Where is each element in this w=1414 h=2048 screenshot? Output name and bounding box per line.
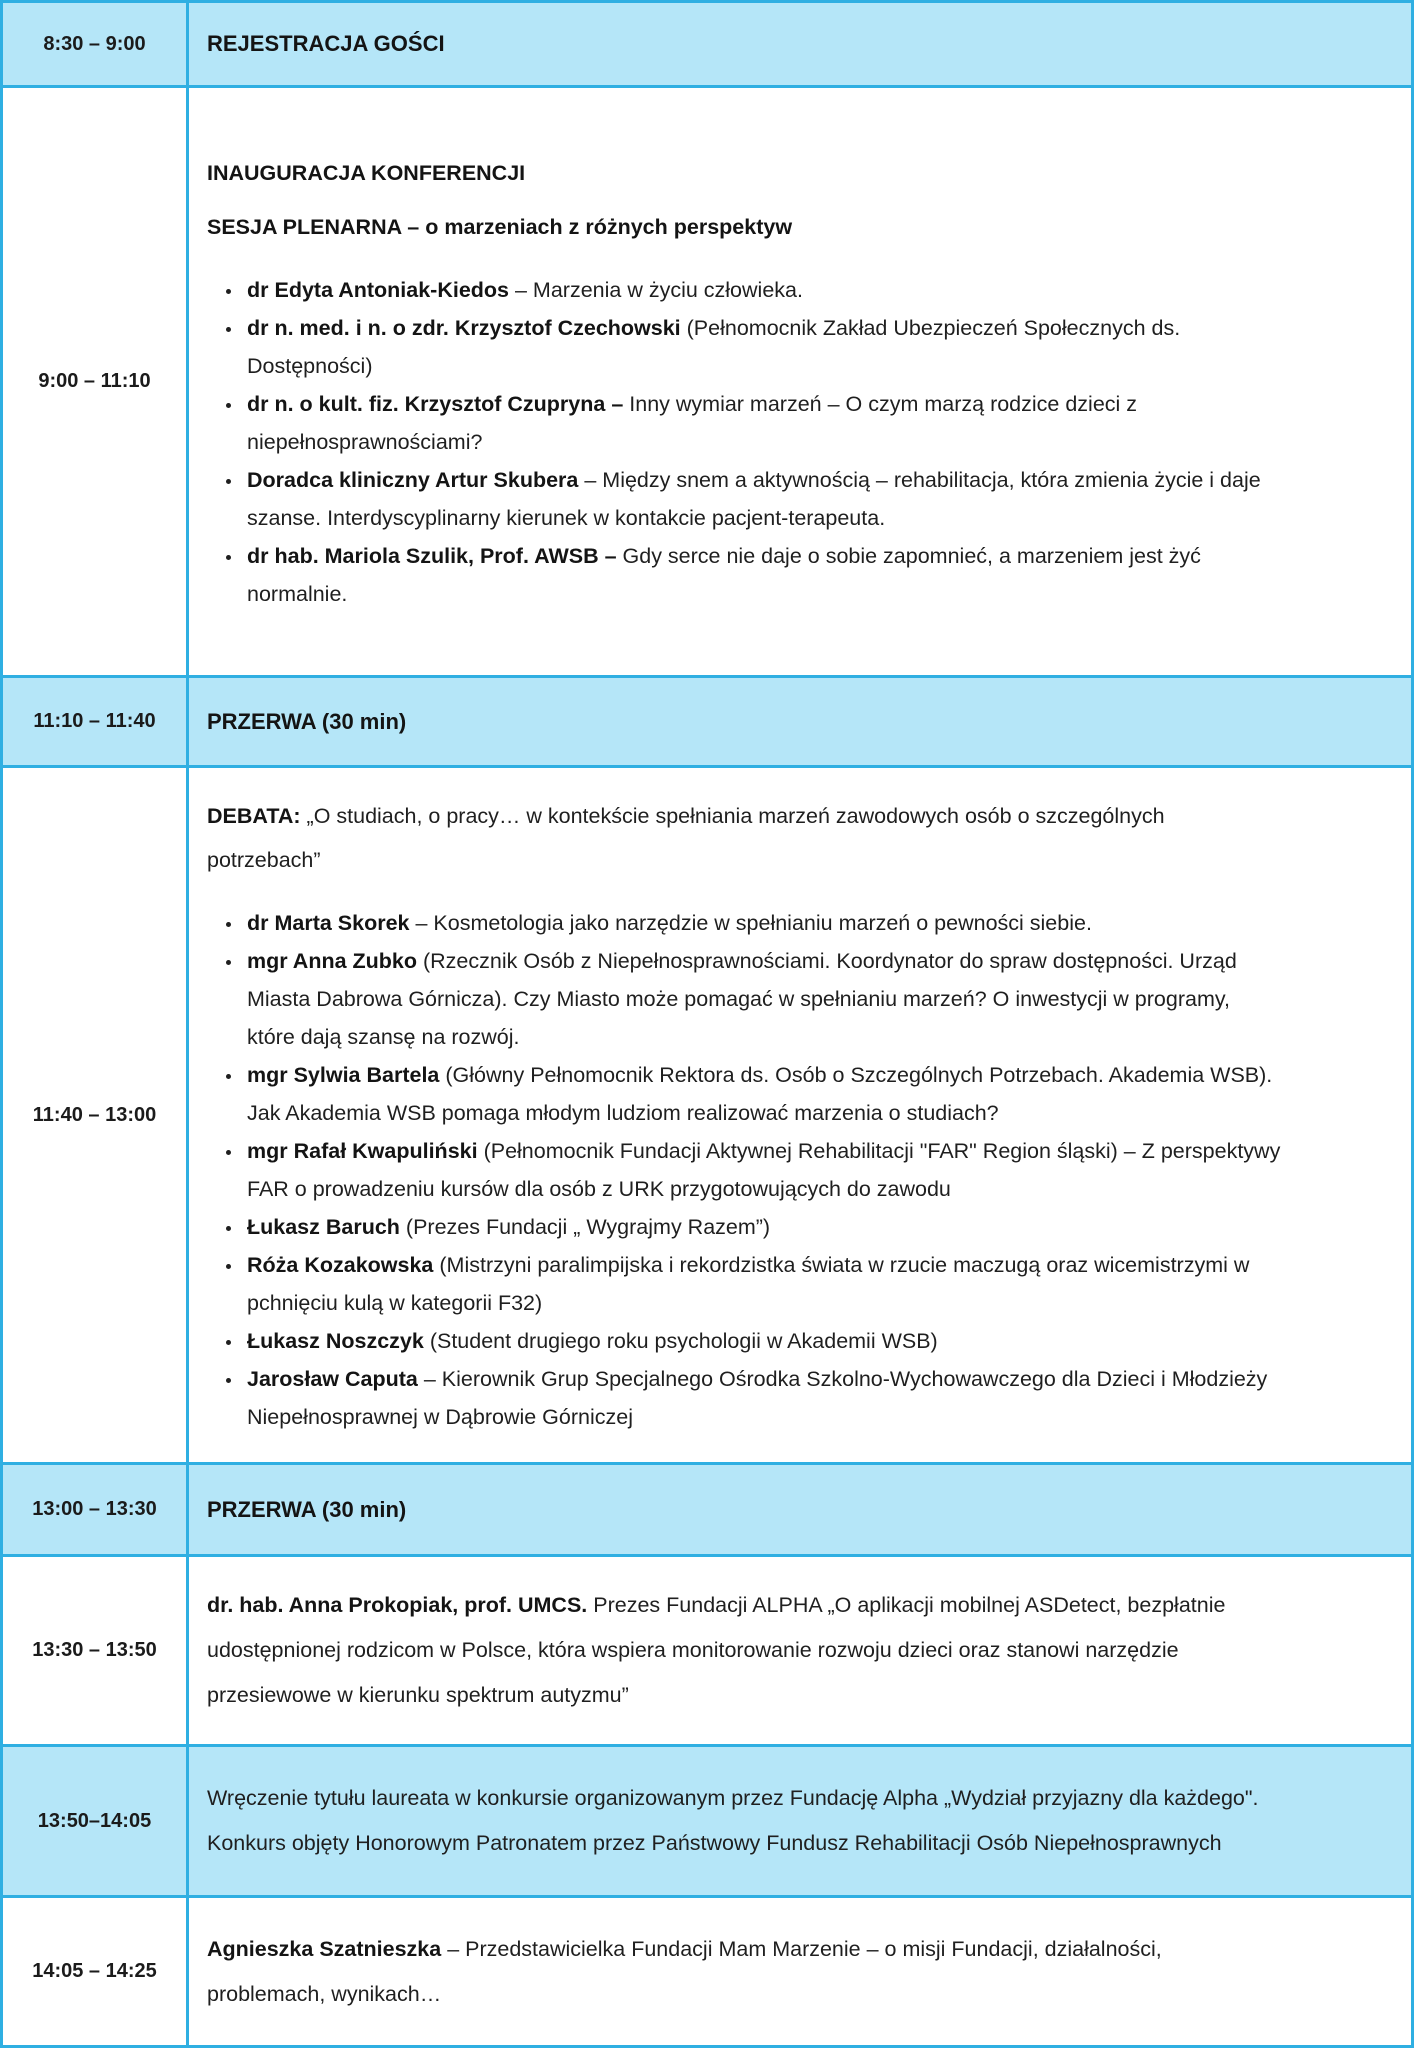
speaker-item: [243, 385, 1283, 461]
session-text: (Pełnomocnik Zakład Ubezpieczeń Społecznych ds. Dostępności): [247, 315, 1181, 378]
session-text: – Przedstawicielka Fundacji Mam Marzenie – o misji Fundacji, działalności, problemach, wynikach…: [207, 1936, 1162, 2006]
session-text: „O studiach, o pracy… w kontekście spełniania marzeń zawodowych osób o szczególnych potrzebach”: [207, 804, 1165, 872]
session-paragraph: [207, 794, 1283, 882]
time-label: 11:40 – 13:00: [32, 1103, 157, 1126]
schedule-row: [3, 1462, 1411, 1554]
time-cell: [3, 1747, 189, 1895]
time-cell: [3, 768, 189, 1462]
session-text: Inny wymiar marzeń – O czym marzą rodzice dzieci z niepełnosprawnościami?: [247, 391, 1138, 454]
speaker-name: SESJA PLENARNA – o marzeniach z różnych perspektyw: [207, 214, 793, 239]
session-text: (Student drugiego roku psychologii w Akademii WSB): [423, 1329, 938, 1353]
speaker-name: REJESTRACJA GOŚCI: [207, 31, 445, 56]
speaker-name: dr n. med. i n. o zdr. Krzysztof Czechowski: [247, 315, 681, 340]
session-text: (Pełnomocnik Fundacji Aktywnej Rehabilitacji "FAR" Region śląski) – Z perspektywy FAR o prowadzeniu kursów dla osób z URK przygotowujących do zawodu: [247, 1139, 1281, 1201]
session-text: (Mistrzyni paralimpijska i rekordzistka świata w rzucie maczugą oraz wicemistrzymi w pchnięciu kulą w kategorii F32): [247, 1253, 1250, 1315]
speaker-item: [243, 1246, 1283, 1322]
speaker-name: Jarosław Caputa: [247, 1367, 418, 1391]
content-cell: [189, 768, 1411, 1462]
schedule-row: [3, 1554, 1411, 1744]
speaker-name: dr hab. Mariola Szulik, Prof. AWSB –: [247, 543, 617, 568]
speaker-item: [243, 1132, 1283, 1208]
speaker-name: Łukasz Baruch: [247, 1215, 400, 1239]
speaker-item: [243, 1322, 1283, 1360]
time-cell: [3, 88, 189, 675]
session-text: – Między snem a aktywnością – rehabilitacja, która zmienia życie i daje szanse. Interdyscyplinarny kierunek w kontakcie pacjent-terapeuta.: [247, 467, 1261, 530]
speaker-item: [243, 1360, 1283, 1436]
speaker-name: PRZERWA (30 min): [207, 1496, 407, 1522]
speaker-item: [243, 904, 1283, 942]
speaker-item: [243, 461, 1283, 537]
speaker-name: mgr Rafał Kwapuliński: [247, 1139, 478, 1163]
speaker-item: [243, 1056, 1283, 1132]
session-paragraph: [207, 1495, 1283, 1525]
schedule-row: [3, 1895, 1411, 2045]
content-cell: [189, 1747, 1411, 1895]
session-text: – Kierownik Grup Specjalnego Ośrodka Szkolno-Wychowawczego dla Dzieci i Młodzieży Niepełnosprawnej w Dąbrowie Górniczej: [247, 1367, 1268, 1429]
speaker-item: [243, 1208, 1283, 1246]
speaker-name: DEBATA:: [207, 804, 301, 828]
session-paragraph: [207, 151, 1283, 195]
time-label: 14:05 – 14:25: [32, 1960, 157, 1982]
time-label: 11:10 – 11:40: [33, 710, 156, 732]
speaker-list: [207, 904, 1283, 1436]
speaker-list: [207, 271, 1283, 613]
speaker-name: dr Edyta Antoniak-Kiedos: [247, 277, 510, 302]
content-cell: [189, 1557, 1411, 1744]
time-cell: [3, 3, 189, 85]
session-text: (Prezes Fundacji „ Wygrajmy Razem”): [399, 1215, 771, 1239]
schedule-row: [3, 3, 1411, 85]
session-text: – Marzenia w życiu człowieka.: [509, 277, 803, 302]
speaker-item: [243, 942, 1283, 1056]
session-paragraph: [207, 1776, 1283, 1866]
speaker-name: dr n. o kult. fiz. Krzysztof Czupryna –: [247, 391, 624, 416]
time-label: 13:50–14:05: [37, 1809, 152, 1832]
speaker-name: Doradca kliniczny Artur Skubera: [247, 467, 579, 492]
speaker-name: mgr Anna Zubko: [247, 949, 418, 973]
time-cell: [3, 1898, 189, 2045]
session-paragraph: [207, 1583, 1283, 1718]
content-cell: [189, 88, 1411, 675]
session-text: (Rzecznik Osób z Niepełnosprawnościami. Koordynator do spraw dostępności. Urząd Miasta Dabrowa Górnicza). Czy Miasto może pomagać w spełnianiu marzeń? O inwestycji w programy, które dają szansę na rozwój.: [247, 949, 1237, 1049]
speaker-name: PRZERWA (30 min): [207, 708, 407, 734]
time-label: 13:00 – 13:30: [32, 1498, 157, 1520]
schedule-row: [3, 85, 1411, 675]
session-text: Wręczenie tytułu laureata w konkursie organizowanym przez Fundację Alpha „Wydział przyjazny dla każdego". Konkurs objęty Honorowym Patronatem przez Państwowy Fundusz Rehabilitacji Osób Niepełnosprawnych: [207, 1786, 1259, 1855]
session-text: Gdy serce nie daje o sobie zapomnieć, a marzeniem jest żyć normalnie.: [247, 543, 1201, 606]
speaker-name: dr Marta Skorek: [247, 911, 410, 935]
session-text: Prezes Fundacji ALPHA „O aplikacji mobilnej ASDetect, bezpłatnie udostępnionej rodzicom w Polsce, która wspiera monitorowanie rozwoju dzieci oraz stanowi narzędzie przesiewowe w kierunku spektrum autyzmu”: [207, 1593, 1226, 1707]
speaker-item: [243, 537, 1283, 613]
speaker-name: mgr Sylwia Bartela: [247, 1063, 440, 1087]
speaker-item: [243, 309, 1283, 385]
schedule-row: [3, 765, 1411, 1462]
session-text: – Kosmetologia jako narzędzie w spełnianiu marzeń o pewności siebie.: [409, 911, 1092, 935]
content-cell: [189, 1465, 1411, 1554]
time-label: 8:30 – 9:00: [43, 32, 146, 55]
time-cell: [3, 1557, 189, 1744]
schedule-row: [3, 1744, 1411, 1895]
time-label: 13:30 – 13:50: [32, 1639, 157, 1661]
time-label: 9:00 – 11:10: [38, 370, 151, 392]
content-cell: [189, 3, 1411, 85]
speaker-name: Agnieszka Szatnieszka: [207, 1936, 442, 1961]
speaker-name: Róża Kozakowska: [247, 1253, 434, 1277]
speaker-name: Łukasz Noszczyk: [247, 1329, 424, 1353]
speaker-name: dr. hab. Anna Prokopiak, prof. UMCS.: [207, 1593, 588, 1617]
time-cell: [3, 678, 189, 765]
session-paragraph: [207, 205, 1283, 249]
content-cell: [189, 1898, 1411, 2045]
speaker-name: INAUGURACJA KONFERENCJI: [207, 160, 526, 185]
content-cell: [189, 678, 1411, 765]
time-cell: [3, 1465, 189, 1554]
session-text: (Główny Pełnomocnik Rektora ds. Osób o Szczególnych Potrzebach. Akademia WSB). Jak Akademia WSB pomaga młodym ludziom realizować marzenia o studiach?: [247, 1063, 1273, 1125]
session-paragraph: [207, 707, 1283, 737]
speaker-item: [243, 271, 1283, 309]
schedule-row: [3, 675, 1411, 765]
session-paragraph: [207, 29, 1283, 59]
session-paragraph: [207, 1927, 1283, 2017]
